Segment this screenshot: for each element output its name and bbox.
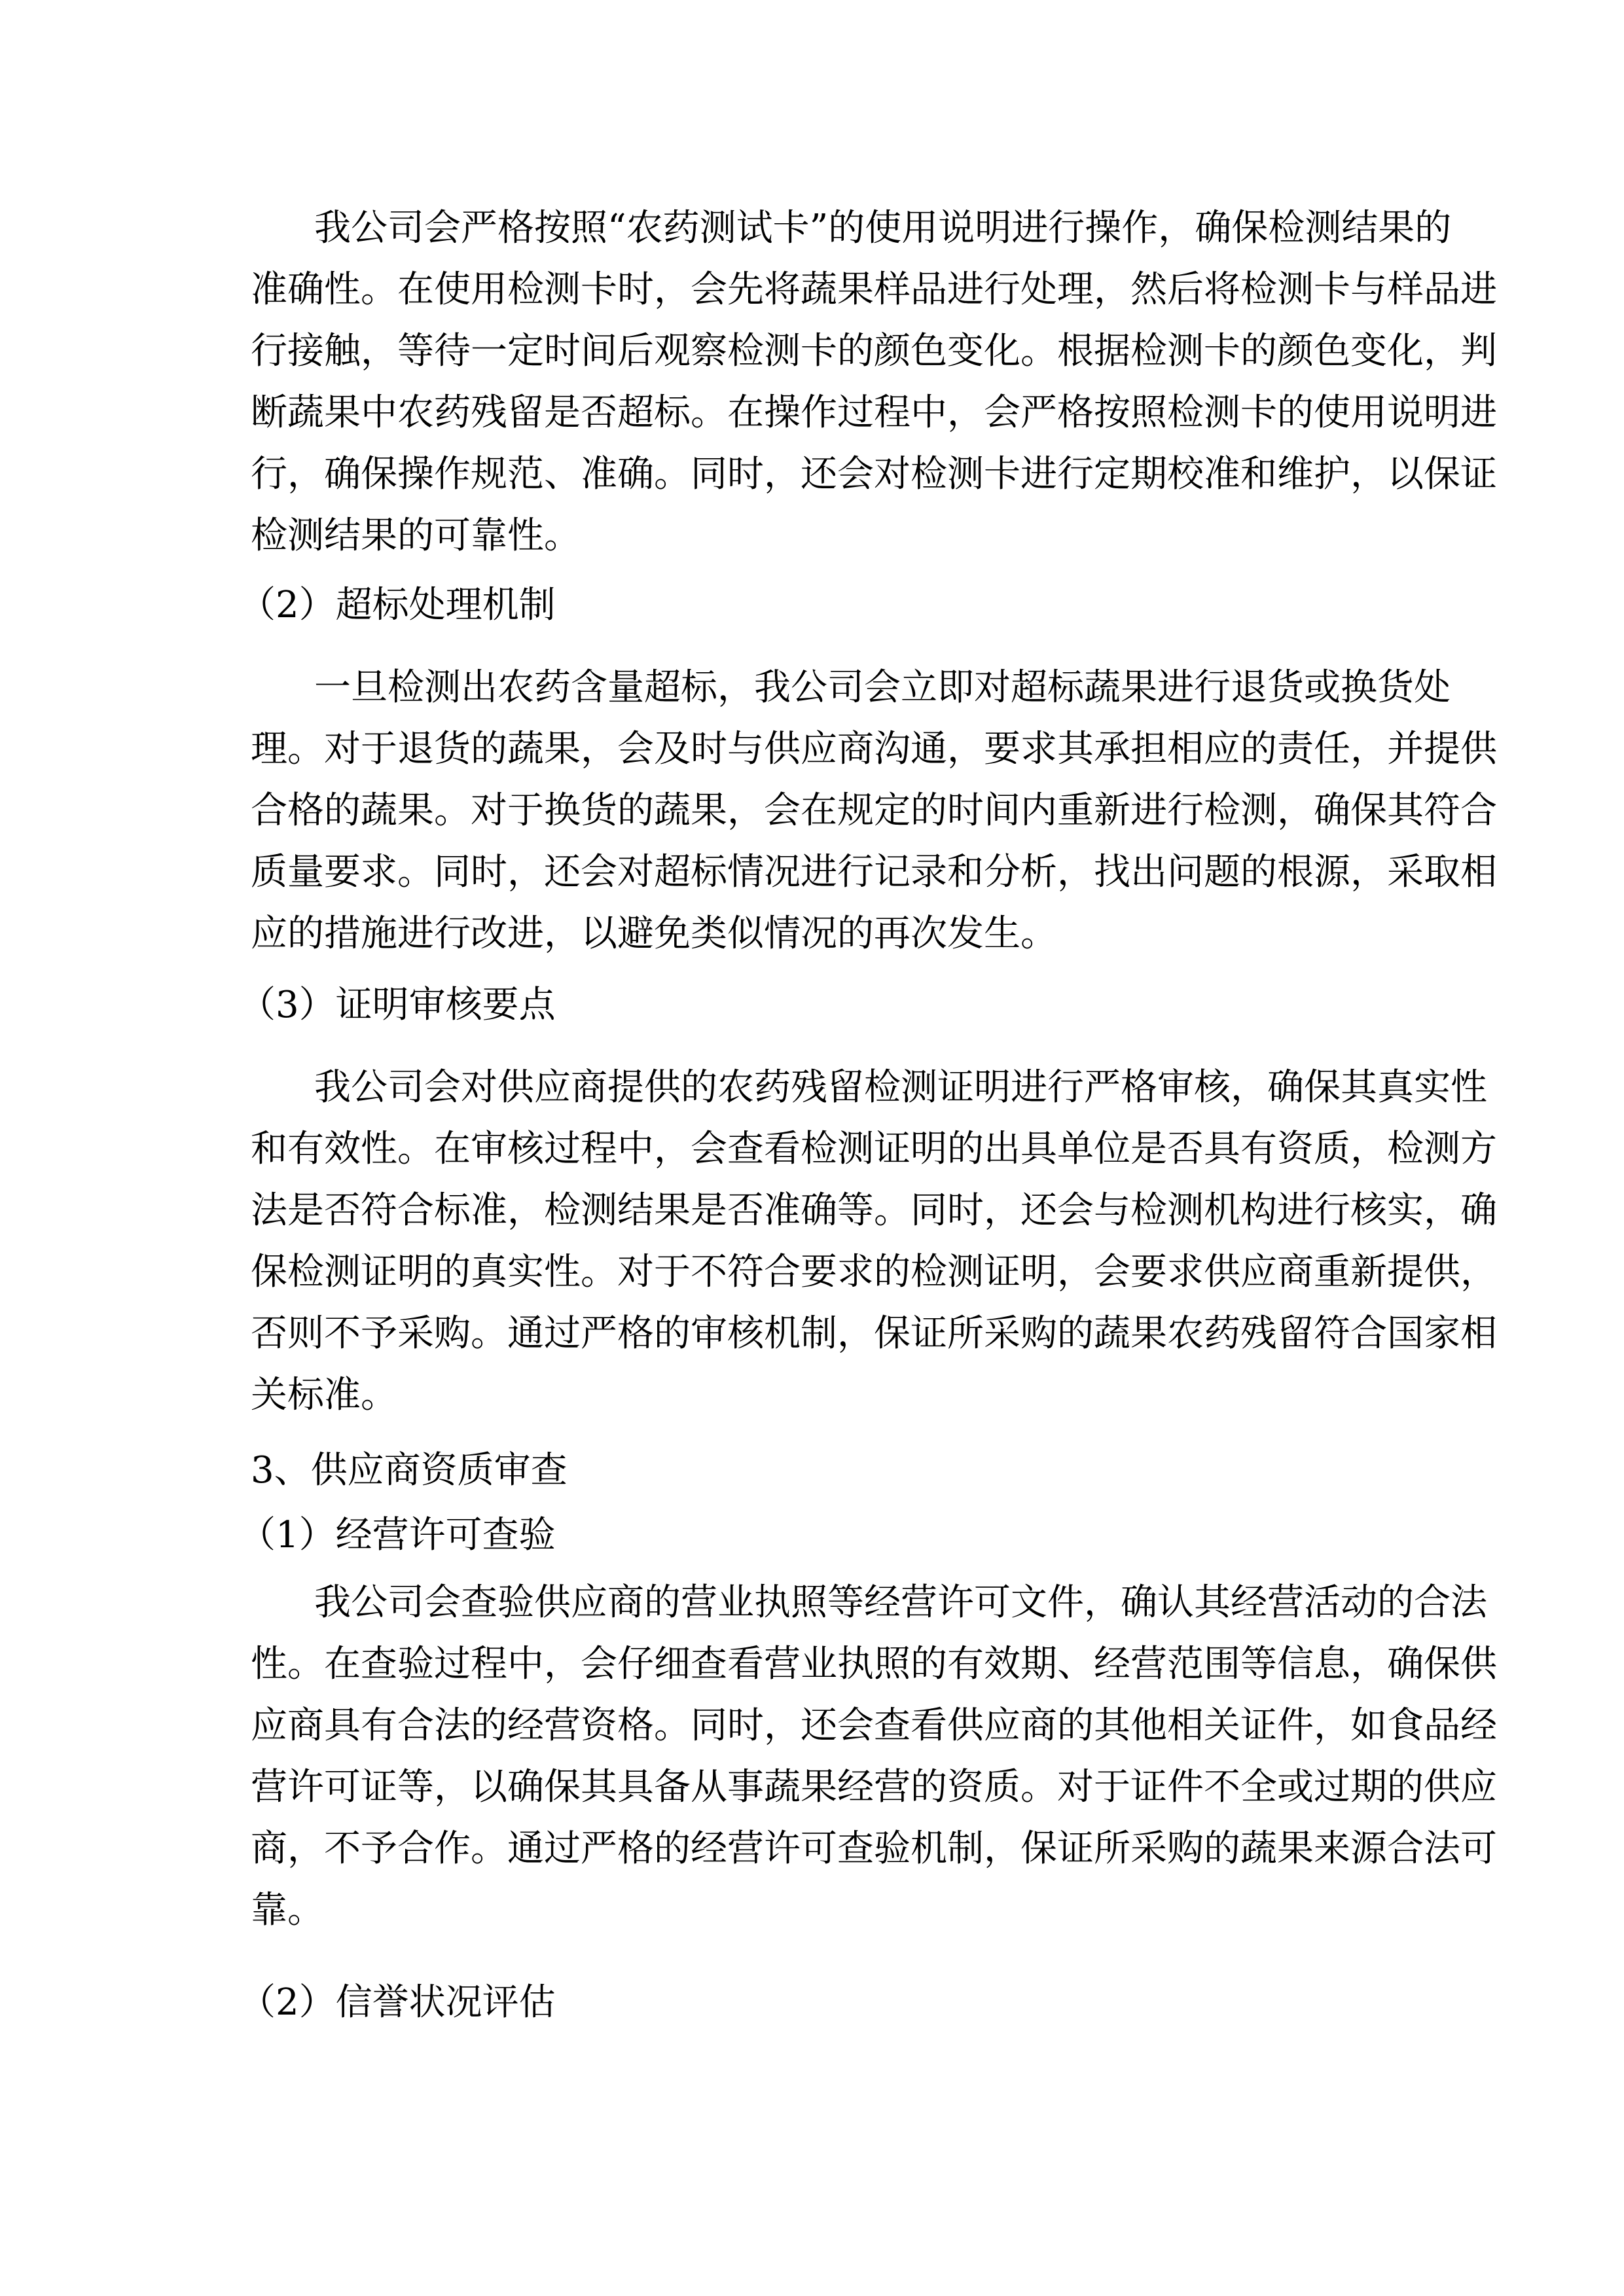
text-line: 营许可证等，以确保其具备从事蔬果经营的资质。对于证件不全或过期的供应 [251,1766,1497,1808]
text-line: 靠。 [251,1889,324,1931]
text-line: 质量要求。同时，还会对超标情况进行记录和分析，找出问题的根源，采取相 [251,851,1497,893]
text-line: 应的措施进行改进，以避免类似情况的再次发生。 [251,912,1057,955]
section-heading: 3、供应商资质审查 [251,1449,568,1492]
text-line: 和有效性。在审核过程中，会查看检测证明的出具单位是否具有资质，检测方 [251,1128,1497,1170]
text-line: 理。对于退货的蔬果，会及时与供应商沟通，要求其承担相应的责任，并提供 [251,728,1497,770]
text-line: 行接触，等待一定时间后观察检测卡的颜色变化。根据检测卡的颜色变化，判 [251,330,1497,372]
text-line: 检测结果的可靠性。 [251,514,581,557]
text-line: 法是否符合标准，检测结果是否准确等。同时，还会与检测机构进行核实，确 [251,1189,1497,1232]
text-line: 一旦检测出农药含量超标，我公司会立即对超标蔬果进行退货或换货处 [314,666,1451,709]
text-line: 断蔬果中农药残留是否超标。在操作过程中，会严格按照检测卡的使用说明进 [251,391,1497,434]
text-line: 合格的蔬果。对于换货的蔬果，会在规定的时间内重新进行检测，确保其符合 [251,789,1497,832]
text-line: 我公司会查验供应商的营业执照等经营许可文件，确认其经营活动的合法 [314,1581,1487,1624]
text-line: 我公司会严格按照“农药测试卡”的使用说明进行操作，确保检测结果的 [314,207,1452,249]
subheading: （2）超标处理机制 [239,584,556,626]
text-line: 商，不予合作。通过严格的经营许可查验机制，保证所采购的蔬果来源合法可 [251,1827,1497,1870]
text-line: 行，确保操作规范、准确。同时，还会对检测卡进行定期校准和维护，以保证 [251,453,1497,495]
text-line: 保检测证明的真实性。对于不符合要求的检测证明，会要求供应商重新提供， [251,1251,1497,1293]
text-line: 性。在查验过程中，会仔细查看营业执照的有效期、经营范围等信息，确保供 [251,1643,1497,1685]
subheading: （2）信誉状况评估 [239,1981,556,2024]
text-line: 我公司会对供应商提供的农药残留检测证明进行严格审核，确保其真实性 [314,1066,1487,1109]
text-line: 应商具有合法的经营资格。同时，还会查看供应商的其他相关证件，如食品经 [251,1704,1497,1747]
text-line: 关标准。 [251,1374,397,1416]
text-line: 否则不予采购。通过严格的审核机制，保证所采购的蔬果农药残留符合国家相 [251,1312,1497,1355]
text-line: 准确性。在使用检测卡时，会先将蔬果样品进行处理，然后将检测卡与样品进 [251,268,1497,311]
subheading: （3）证明审核要点 [239,984,556,1026]
subheading: （1）经营许可查验 [239,1514,556,1556]
